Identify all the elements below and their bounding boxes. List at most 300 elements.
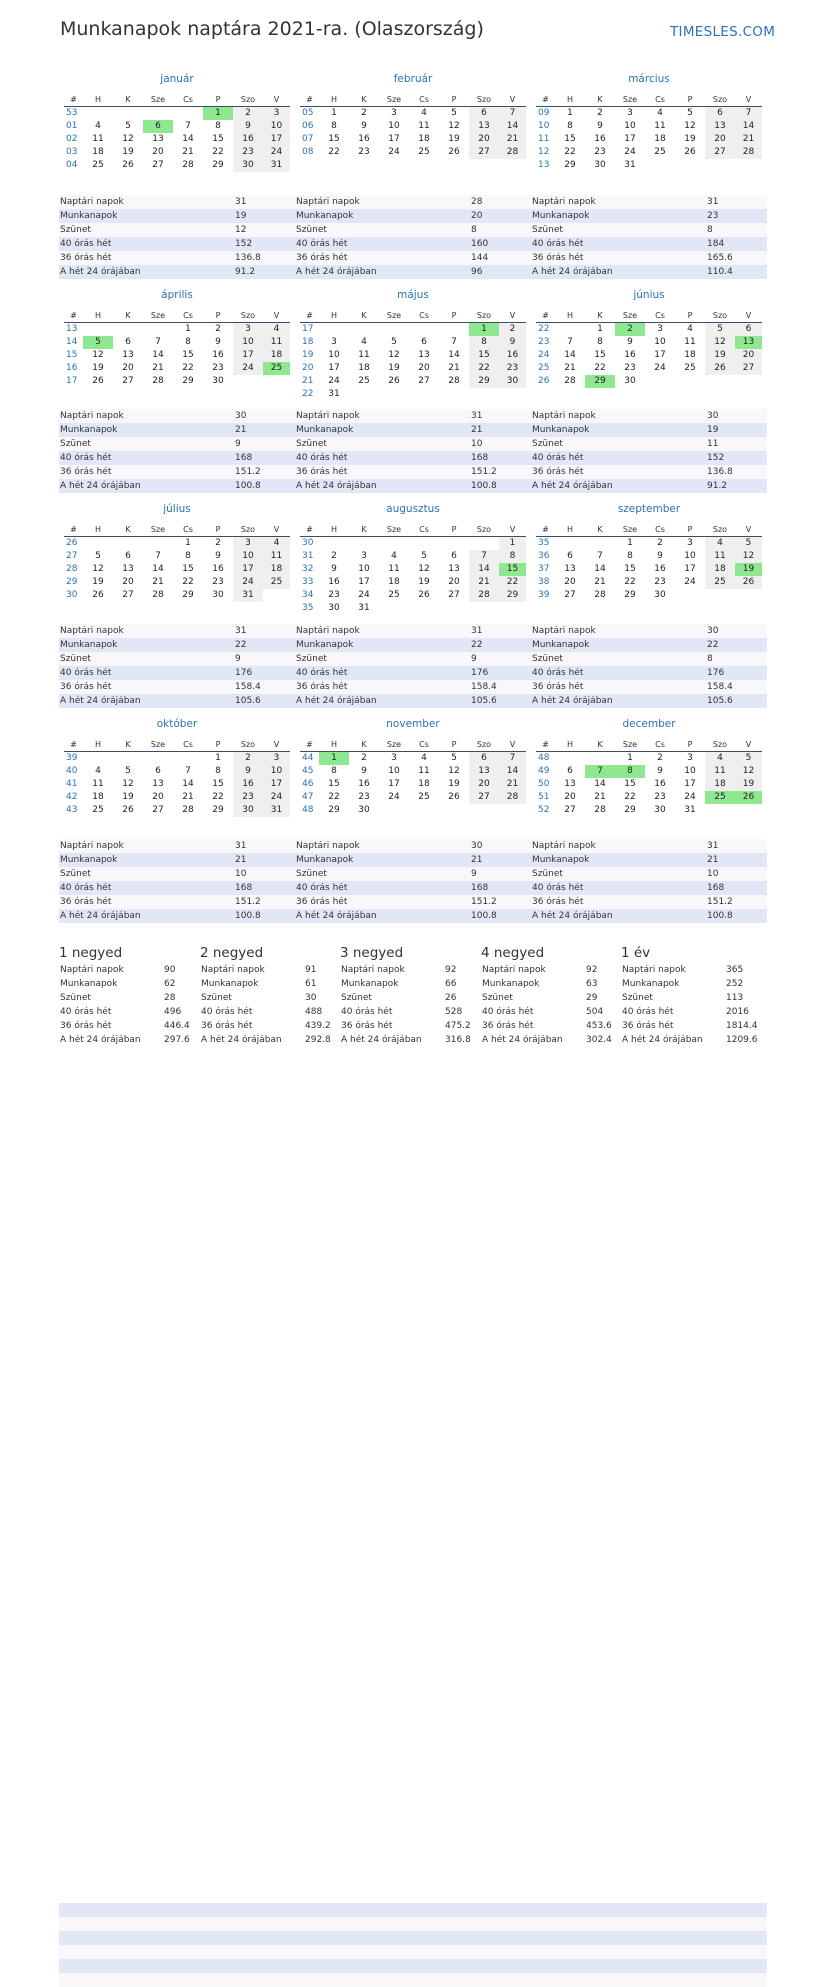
week-row: [300, 537, 526, 551]
day-cell: 2: [657, 538, 663, 548]
day-cell: 12: [122, 779, 134, 789]
stat-value: 316.8: [445, 1035, 471, 1045]
day-cell: 24: [233, 576, 263, 589]
week-row: [300, 563, 526, 576]
day-cell: 13: [469, 120, 499, 133]
week-row: [300, 336, 526, 349]
weekday-header: K: [113, 93, 143, 107]
day-cell: 19: [388, 363, 400, 373]
quarter-stats: [621, 963, 761, 1047]
day-cell: 7: [499, 107, 526, 121]
stat-value: 151.2: [234, 895, 295, 909]
stat-value: 151.2: [470, 465, 531, 479]
day-cell: 1: [203, 107, 233, 121]
month-grid: [64, 309, 290, 388]
stat-label: Naptári napok: [59, 409, 234, 423]
weekday-header: Cs: [173, 93, 203, 107]
day-cell: 26: [705, 362, 735, 375]
day-cell: 27: [448, 590, 460, 600]
day-cell: 5: [451, 108, 457, 118]
week-row: [64, 589, 290, 602]
quarter-title: 4 negyed: [481, 945, 545, 961]
stat-row: [59, 694, 295, 708]
day-cell: 18: [705, 778, 735, 791]
month-calendar: [300, 288, 526, 401]
day-cell: 16: [233, 133, 263, 146]
quarter-title: 2 negyed: [200, 945, 264, 961]
day-cell: 19: [684, 134, 696, 144]
brand-link[interactable]: TIMESLES.COM: [670, 24, 776, 40]
day-cell: 28: [448, 376, 460, 386]
stat-row: [531, 237, 767, 251]
stripe-band: [59, 1973, 767, 1987]
week-row: [536, 563, 762, 576]
day-cell: 17: [263, 133, 290, 146]
week-row: [536, 120, 762, 133]
day-cell: 19: [448, 134, 460, 144]
stat-value: 19: [234, 209, 295, 223]
day-cell: 29: [469, 375, 499, 388]
stat-label: Szünet: [622, 993, 653, 1003]
weekday-header: K: [113, 309, 143, 323]
day-cell: 8: [331, 766, 337, 776]
weekday-header: #: [64, 523, 83, 537]
day-cell: 24: [328, 376, 340, 386]
empty-cell: [113, 107, 143, 121]
week-number: 43: [66, 805, 78, 815]
stat-value: 152: [234, 237, 295, 251]
day-cell: 20: [448, 577, 460, 587]
empty-cell: [113, 323, 143, 337]
empty-cell: [469, 804, 499, 817]
day-cell: 11: [684, 337, 696, 347]
month-stats: [59, 409, 295, 493]
day-cell: 5: [95, 551, 101, 561]
stat-value: 528: [445, 1007, 463, 1017]
week-number: 09: [538, 108, 550, 118]
stat-label: 40 órás hét: [59, 451, 234, 465]
week-row: [300, 362, 526, 375]
day-cell: 25: [263, 362, 290, 375]
day-cell: 4: [95, 766, 101, 776]
empty-cell: [173, 752, 203, 766]
stat-row: [59, 1005, 199, 1019]
stat-value: 31: [234, 839, 295, 853]
day-cell: 7: [185, 766, 191, 776]
stat-value: 176: [470, 666, 531, 680]
stat-label: Szünet: [531, 223, 706, 237]
day-cell: 31: [358, 603, 370, 613]
stat-value: 113: [726, 993, 744, 1003]
stat-value: 31: [234, 195, 295, 209]
day-cell: 19: [448, 779, 460, 789]
week-number: 01: [66, 121, 78, 131]
week-number: 37: [538, 564, 550, 574]
day-cell: 11: [263, 336, 290, 349]
month-name: június: [633, 289, 665, 301]
month-stats: [531, 409, 767, 493]
day-cell: 30: [233, 804, 263, 817]
day-cell: 23: [212, 363, 224, 373]
day-cell: 3: [391, 753, 397, 763]
stat-value: 28: [470, 195, 531, 209]
empty-cell: [263, 375, 290, 388]
stat-row: [481, 1019, 621, 1033]
stat-row: [295, 666, 531, 680]
month-name: április: [161, 289, 193, 301]
day-cell: 29: [182, 376, 194, 386]
stat-value: 30: [706, 624, 767, 638]
day-cell: 15: [624, 564, 636, 574]
empty-cell: [645, 159, 675, 172]
stat-row: [621, 1019, 761, 1033]
day-cell: 30: [624, 376, 636, 386]
day-cell: 24: [388, 792, 400, 802]
day-cell: 31: [328, 389, 340, 399]
stat-row: [481, 1033, 621, 1047]
day-cell: 14: [182, 779, 194, 789]
stat-row: [59, 963, 199, 977]
month-stats: [295, 195, 531, 279]
day-cell: 26: [92, 376, 104, 386]
stat-row: [621, 1033, 761, 1047]
week-row: [300, 107, 526, 121]
month-calendar: [64, 502, 290, 602]
day-cell: 19: [122, 792, 134, 802]
stat-value: 151.2: [470, 895, 531, 909]
day-cell: 12: [92, 350, 104, 360]
stat-label: Munkanapok: [622, 979, 680, 989]
day-cell: 23: [654, 792, 666, 802]
month-grid: [300, 309, 526, 401]
stat-row: [621, 991, 761, 1005]
empty-cell: [705, 159, 735, 172]
stripe-band: [59, 1945, 767, 1959]
day-cell: 18: [654, 134, 666, 144]
stat-row: [295, 895, 531, 909]
stat-label: 36 órás hét: [201, 1021, 253, 1031]
day-cell: 5: [705, 323, 735, 337]
weekday-header: Cs: [409, 523, 439, 537]
day-cell: 7: [469, 550, 499, 563]
week-row: [536, 537, 762, 551]
day-cell: 10: [624, 121, 636, 131]
stat-label: Naptári napok: [60, 965, 124, 975]
month-name: december: [622, 718, 676, 730]
weekday-header: K: [113, 738, 143, 752]
day-cell: 29: [499, 589, 526, 602]
stat-value: 11: [706, 437, 767, 451]
day-cell: 4: [263, 323, 290, 337]
day-cell: 1: [469, 323, 499, 337]
day-cell: 14: [594, 564, 606, 574]
empty-cell: [439, 602, 469, 615]
stat-label: Munkanapok: [59, 853, 234, 867]
week-number: 53: [66, 108, 78, 118]
day-cell: 17: [388, 134, 400, 144]
day-cell: 29: [564, 160, 576, 170]
day-cell: 4: [657, 108, 663, 118]
day-cell: 23: [624, 363, 636, 373]
stat-label: 36 órás hét: [482, 1021, 534, 1031]
stat-row: [531, 223, 767, 237]
day-cell: 9: [499, 336, 526, 349]
day-cell: 9: [331, 564, 337, 574]
day-cell: 9: [233, 765, 263, 778]
stat-row: [200, 1005, 340, 1019]
day-cell: 7: [185, 121, 191, 131]
empty-cell: [379, 323, 409, 337]
day-cell: 19: [735, 778, 762, 791]
weekday-header: H: [555, 523, 585, 537]
weekday-header: P: [439, 738, 469, 752]
day-cell: 30: [233, 159, 263, 172]
day-cell: 19: [92, 363, 104, 373]
day-cell: 24: [624, 147, 636, 157]
stat-value: 21: [706, 853, 767, 867]
week-row: [536, 752, 762, 766]
day-cell: 18: [684, 350, 696, 360]
day-cell: 5: [735, 537, 762, 551]
stat-row: [340, 991, 480, 1005]
day-cell: 6: [143, 120, 173, 133]
empty-cell: [555, 752, 585, 766]
day-cell: 14: [448, 350, 460, 360]
week-row: [300, 804, 526, 817]
weekday-header: #: [300, 93, 319, 107]
day-cell: 5: [451, 753, 457, 763]
quarter-stripes: [59, 1903, 767, 1987]
stat-value: 292.8: [305, 1035, 331, 1045]
weekday-header: Szo: [705, 523, 735, 537]
empty-cell: [143, 537, 173, 551]
stat-row: [295, 624, 531, 638]
day-cell: 30: [358, 805, 370, 815]
day-cell: 20: [564, 577, 576, 587]
weekday-header: V: [263, 93, 290, 107]
empty-cell: [675, 589, 705, 602]
day-cell: 17: [263, 778, 290, 791]
stat-label: A hét 24 órájában: [59, 479, 234, 493]
day-cell: 2: [233, 107, 263, 121]
day-cell: 2: [657, 753, 663, 763]
day-cell: 8: [597, 337, 603, 347]
stat-label: Munkanapok: [482, 979, 540, 989]
day-cell: 15: [182, 564, 194, 574]
stat-value: 31: [706, 195, 767, 209]
weekday-header: H: [83, 738, 113, 752]
day-cell: 24: [263, 791, 290, 804]
stat-row: [295, 437, 531, 451]
stat-value: 21: [234, 423, 295, 437]
day-cell: 27: [564, 805, 576, 815]
empty-cell: [319, 537, 349, 551]
day-cell: 14: [594, 779, 606, 789]
stat-label: Szünet: [295, 223, 470, 237]
stat-label: Munkanapok: [295, 423, 470, 437]
stat-value: 110.4: [706, 265, 767, 279]
stat-row: [59, 437, 295, 451]
week-number: 02: [66, 134, 78, 144]
weekday-header: P: [439, 309, 469, 323]
day-cell: 1: [319, 752, 349, 766]
stat-value: 252: [726, 979, 744, 989]
stat-value: 1209.6: [726, 1035, 758, 1045]
stat-label: Naptári napok: [295, 839, 470, 853]
stat-label: Szünet: [531, 652, 706, 666]
week-number: 22: [538, 324, 550, 334]
month-calendar: [536, 72, 762, 172]
week-number: 31: [302, 551, 314, 561]
stat-row: [59, 881, 295, 895]
stat-value: 151.2: [706, 895, 767, 909]
stat-row: [59, 237, 295, 251]
day-cell: 10: [684, 551, 696, 561]
stat-label: 40 órás hét: [341, 1007, 393, 1017]
month-calendar: [300, 72, 526, 159]
stat-value: 29: [586, 993, 598, 1003]
week-row: [300, 752, 526, 766]
day-cell: 6: [705, 107, 735, 121]
stat-label: 36 órás hét: [60, 1021, 112, 1031]
empty-cell: [379, 804, 409, 817]
week-number: 03: [66, 147, 78, 157]
empty-cell: [113, 537, 143, 551]
day-cell: 31: [263, 159, 290, 172]
day-cell: 20: [705, 133, 735, 146]
day-cell: 15: [469, 349, 499, 362]
day-cell: 10: [684, 766, 696, 776]
week-number: 35: [302, 603, 314, 613]
stat-row: [481, 1005, 621, 1019]
stat-value: 488: [305, 1007, 323, 1017]
day-cell: 1: [567, 108, 573, 118]
week-row: [536, 107, 762, 121]
day-cell: 25: [418, 792, 430, 802]
day-cell: 28: [564, 376, 576, 386]
stat-value: 297.6: [164, 1035, 190, 1045]
stat-row: [531, 251, 767, 265]
day-cell: 27: [152, 805, 164, 815]
day-cell: 2: [233, 752, 263, 766]
day-cell: 4: [687, 324, 693, 334]
stat-value: 152: [706, 451, 767, 465]
stat-label: 36 órás hét: [59, 895, 234, 909]
week-row: [64, 133, 290, 146]
empty-cell: [83, 107, 113, 121]
weekday-header: Sze: [143, 523, 173, 537]
day-cell: 15: [182, 350, 194, 360]
stat-value: 30: [470, 839, 531, 853]
day-cell: 24: [684, 792, 696, 802]
day-cell: 22: [594, 363, 606, 373]
stat-value: 504: [586, 1007, 604, 1017]
day-cell: 30: [594, 160, 606, 170]
stat-value: 168: [470, 881, 531, 895]
week-row: [536, 576, 762, 589]
stat-row: [531, 853, 767, 867]
day-cell: 26: [448, 792, 460, 802]
day-cell: 29: [624, 805, 636, 815]
stat-label: 40 órás hét: [531, 237, 706, 251]
stat-row: [200, 991, 340, 1005]
empty-cell: [349, 323, 379, 337]
stat-label: Szünet: [59, 223, 234, 237]
month-name: szeptember: [617, 503, 681, 515]
day-cell: 20: [564, 792, 576, 802]
day-cell: 16: [212, 564, 224, 574]
day-cell: 5: [735, 752, 762, 766]
day-cell: 2: [499, 323, 526, 337]
weekday-header: V: [735, 523, 762, 537]
week-row: [64, 576, 290, 589]
stat-label: Naptári napok: [59, 624, 234, 638]
week-row: [300, 778, 526, 791]
stat-label: Szünet: [295, 652, 470, 666]
week-number: 48: [302, 805, 314, 815]
month-grid: [300, 93, 526, 159]
stat-row: [531, 465, 767, 479]
day-cell: 30: [212, 590, 224, 600]
stat-label: Naptári napok: [295, 409, 470, 423]
day-cell: 17: [233, 349, 263, 362]
day-cell: 10: [388, 121, 400, 131]
day-cell: 13: [152, 134, 164, 144]
day-cell: 15: [212, 134, 224, 144]
weekday-header: Szo: [705, 309, 735, 323]
day-cell: 7: [451, 337, 457, 347]
stat-value: 8: [706, 652, 767, 666]
day-cell: 25: [418, 147, 430, 157]
day-cell: 8: [215, 766, 221, 776]
stat-value: 31: [470, 624, 531, 638]
month-stats: [531, 195, 767, 279]
stat-value: 61: [305, 979, 317, 989]
empty-cell: [83, 752, 113, 766]
weekday-header: K: [349, 309, 379, 323]
weekday-header: V: [499, 523, 526, 537]
day-cell: 21: [182, 147, 194, 157]
day-cell: 29: [212, 160, 224, 170]
week-row: [64, 550, 290, 563]
weekday-header: H: [319, 523, 349, 537]
week-row: [300, 349, 526, 362]
stat-row: [531, 195, 767, 209]
stat-label: 36 órás hét: [295, 465, 470, 479]
weekday-header: Sze: [379, 738, 409, 752]
day-cell: 7: [155, 337, 161, 347]
week-row: [64, 120, 290, 133]
empty-cell: [349, 537, 379, 551]
weekday-header: P: [203, 523, 233, 537]
month-name: február: [393, 73, 433, 85]
week-number: 18: [302, 337, 314, 347]
day-cell: 9: [361, 766, 367, 776]
day-cell: 2: [361, 753, 367, 763]
day-cell: 17: [624, 134, 636, 144]
empty-cell: [705, 804, 735, 817]
stat-row: [59, 479, 295, 493]
day-cell: 27: [122, 590, 134, 600]
stat-row: [295, 251, 531, 265]
weekday-header: H: [555, 309, 585, 323]
weekday-header: Cs: [409, 309, 439, 323]
day-cell: 13: [152, 779, 164, 789]
day-cell: 8: [499, 550, 526, 563]
stat-label: A hét 24 órájában: [531, 479, 706, 493]
stat-value: 105.6: [470, 694, 531, 708]
day-cell: 26: [684, 147, 696, 157]
